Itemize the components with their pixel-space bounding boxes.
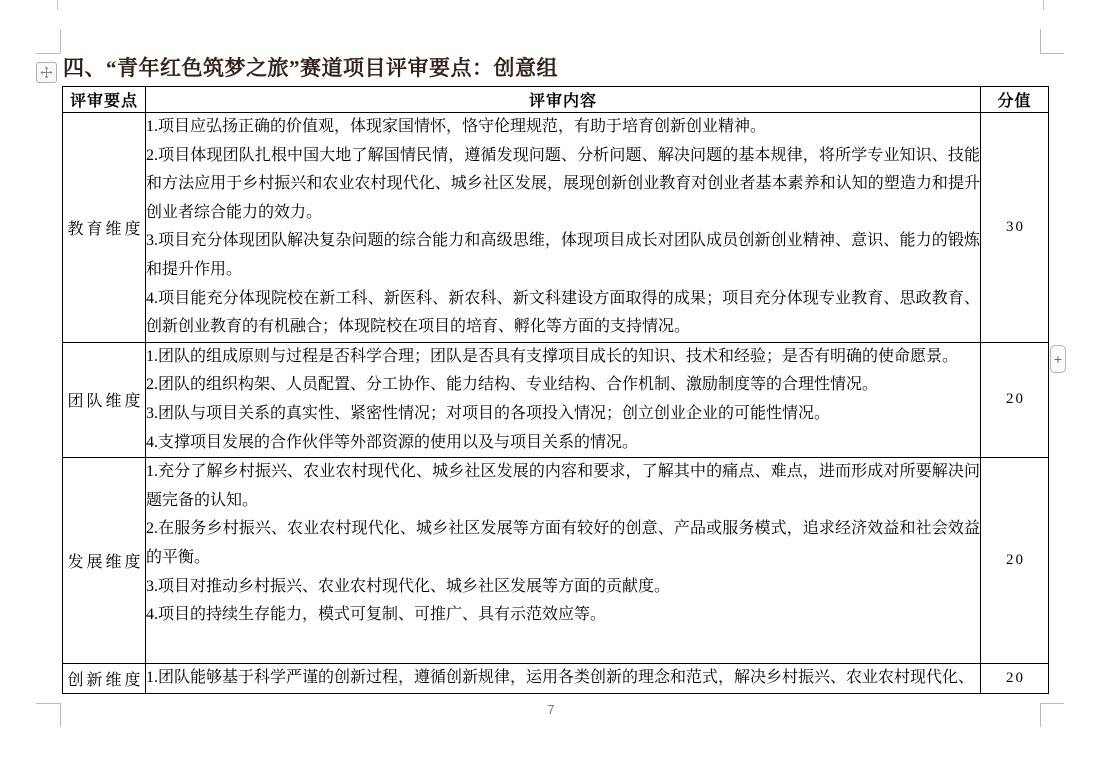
column-header-content[interactable]: 评审内容 xyxy=(146,87,981,113)
dimension-cell[interactable]: 教育维度 xyxy=(63,113,146,343)
table-move-handle[interactable] xyxy=(36,62,57,83)
criteria-item[interactable]: 2.项目体现团队扎根中国大地了解国情民情，遵循发现问题、分析问题、解决问题的基本规律，将所学专业知识、技能和方法应用于乡村振兴和农业农村现代化、城乡社区发展，展现创新创业教育对创业者基本素养和认知的塑造力和提升创业者综合能力的效力。 xyxy=(146,146,980,221)
move-arrows-icon xyxy=(40,66,53,79)
criteria-item[interactable]: 2.团队的组织构架、人员配置、分工协作、能力结构、专业结构、合作机制、激励制度等的合理性情况。 xyxy=(146,376,879,394)
criteria-item[interactable]: 4.项目能充分体现院校在新工科、新医科、新农科、新文科建设方面取得的成果；项目充分体现专业教育、思政教育、创新创业教育的有机融合；体现院校在项目的培育、孵化等方面的支持情况。 xyxy=(146,289,980,336)
dimension-cell[interactable]: 团队维度 xyxy=(63,342,146,457)
text-boundary-top-left-mark xyxy=(36,53,60,54)
criteria-item[interactable]: 1.团队能够基于科学严谨的创新过程，遵循创新规律，运用各类创新的理念和范式，解决乡村振兴、农业农村现代化、 xyxy=(146,669,975,687)
criteria-item[interactable]: 2.在服务乡村振兴、农业农村现代化、城乡社区发展等方面有较好的创意、产品或服务模式，追求经济效益和社会效益的平衡。 xyxy=(146,520,980,566)
score-cell[interactable]: 20 xyxy=(981,458,1049,664)
column-header-score[interactable]: 分值 xyxy=(981,87,1049,113)
page-top-right-tick xyxy=(1043,0,1044,10)
table-header-row xyxy=(63,87,1049,113)
table-row-innovation xyxy=(63,664,1049,694)
page-top-left-tick xyxy=(57,0,58,10)
score-cell[interactable]: 20 xyxy=(981,342,1049,457)
plus-icon: + xyxy=(1053,351,1063,367)
text-boundary-top-right-mark xyxy=(1040,29,1041,53)
criteria-item[interactable]: 1.项目应弘扬正确的价值观，体现家国情怀，恪守伦理规范，有助于培育创新创业精神。 xyxy=(146,118,767,135)
page-title[interactable]: 四、“青年红色筑梦之旅”赛道项目评审要点：创意组 xyxy=(63,56,558,80)
table-row-team xyxy=(63,342,1049,457)
insert-row-button[interactable] xyxy=(1050,345,1066,373)
dimension-cell[interactable]: 发展维度 xyxy=(63,458,146,664)
criteria-item[interactable]: 4.支撑项目发展的合作伙伴等外部资源的使用以及与项目关系的情况。 xyxy=(146,433,639,451)
table-row-development xyxy=(63,458,1049,664)
score-cell[interactable]: 30 xyxy=(981,113,1049,343)
content-cell[interactable] xyxy=(146,113,981,343)
content-cell[interactable] xyxy=(146,458,981,664)
page-number: 7 xyxy=(547,702,555,717)
dimension-cell[interactable]: 创新维度 xyxy=(63,664,146,694)
criteria-item[interactable]: 1.充分了解乡村振兴、农业农村现代化、城乡社区发展的内容和要求，了解其中的痛点、难点，进而形成对所要解决问题完备的认知。 xyxy=(146,463,980,509)
review-criteria-table xyxy=(62,86,1049,694)
criteria-item[interactable]: 3.项目充分体现团队解决复杂问题的综合能力和高级思维，体现项目成长对团队成员创新创业精神、意识、能力的锻炼和提升作用。 xyxy=(146,232,980,278)
criteria-item[interactable]: 3.团队与项目关系的真实性、紧密性情况；对项目的各项投入情况；创立创业企业的可能性情况。 xyxy=(146,404,831,422)
criteria-item[interactable]: 1.团队的组成原则与过程是否科学合理；团队是否具有支撑项目成长的知识、技术和经验；是否有明确的使命愿景。 xyxy=(146,347,959,365)
column-header-criteria[interactable]: 评审要点 xyxy=(63,87,146,113)
text-boundary-top-right-mark xyxy=(1040,53,1064,54)
criteria-item[interactable]: 3.项目对推动乡村振兴、农业农村现代化、城乡社区发展等方面的贡献度。 xyxy=(146,577,671,595)
text-boundary-top-left-mark xyxy=(60,29,61,53)
content-cell[interactable] xyxy=(146,664,981,694)
content-cell[interactable] xyxy=(146,342,981,457)
score-cell[interactable]: 20 xyxy=(981,664,1049,694)
table-row-education xyxy=(63,113,1049,343)
criteria-item[interactable]: 4.项目的持续生存能力，模式可复制、可推广、具有示范效应等。 xyxy=(146,606,607,624)
